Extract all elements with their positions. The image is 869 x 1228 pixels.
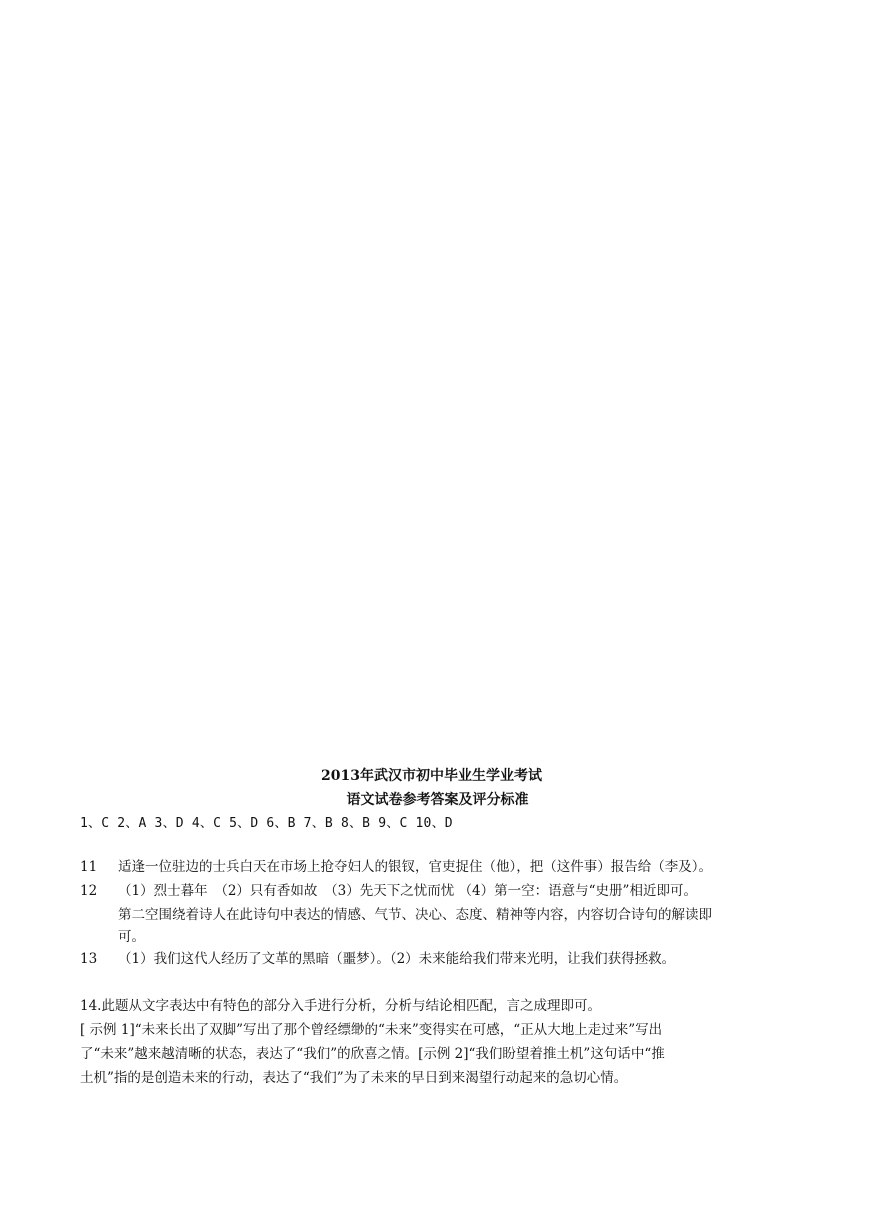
- question-14-line: 14.此题从文字表达中有特色的部分入手进行分析，分析与结论相匹配，言之成理即可。: [80, 998, 601, 1014]
- document-title: 2013年武汉市初中毕业生学业考试: [321, 768, 542, 784]
- question-14-line: [ 示例 1]“未来长出了双脚”写出了那个曾经缥缈的“未来”变得实在可感，“正从大地上走过来”写出: [80, 1022, 663, 1038]
- multiple-choice-answers: 1、C 2、A 3、D 4、C 5、D 6、B 7、B 8、B 9、C 10、D: [80, 816, 453, 831]
- document-subtitle: 语文试卷参考答案及评分标准: [346, 792, 529, 808]
- question-12-answer-line: （1）烈士暮年 （2）只有香如故 （3）先天下之忧而忧 （4）第一空：语意与“史册”相近即可。: [118, 883, 697, 899]
- question-14-line: 了“未来”越来越清晰的状态，表达了“我们”的欣喜之情。[示例 2]“我们盼望着推土机”这句话中“推: [80, 1046, 665, 1062]
- question-14-line: 土机”指的是创造未来的行动，表达了“我们”为了未来的早日到来渴望行动起来的急切心情。: [80, 1070, 628, 1086]
- question-13-answer: （1）我们这代人经历了文革的黑暗（噩梦）。（2）未来能给我们带来光明，让我们获得拯救。: [118, 951, 676, 967]
- question-11-answer: 适逢一位驻边的士兵白天在市场上抢夺妇人的银钗，官吏捉住（他），把（这件事）报告给（李及）。: [118, 859, 712, 875]
- question-11-number: 11: [80, 859, 98, 875]
- question-12-answer-line: 第二空围绕着诗人在此诗句中表达的情感、气节、决心、态度、精神等内容，内容切合诗句的解读即: [118, 907, 712, 923]
- question-12-answer-line: 可。: [118, 929, 145, 945]
- question-13-number: 13: [80, 951, 98, 967]
- question-12-number: 12: [80, 883, 98, 899]
